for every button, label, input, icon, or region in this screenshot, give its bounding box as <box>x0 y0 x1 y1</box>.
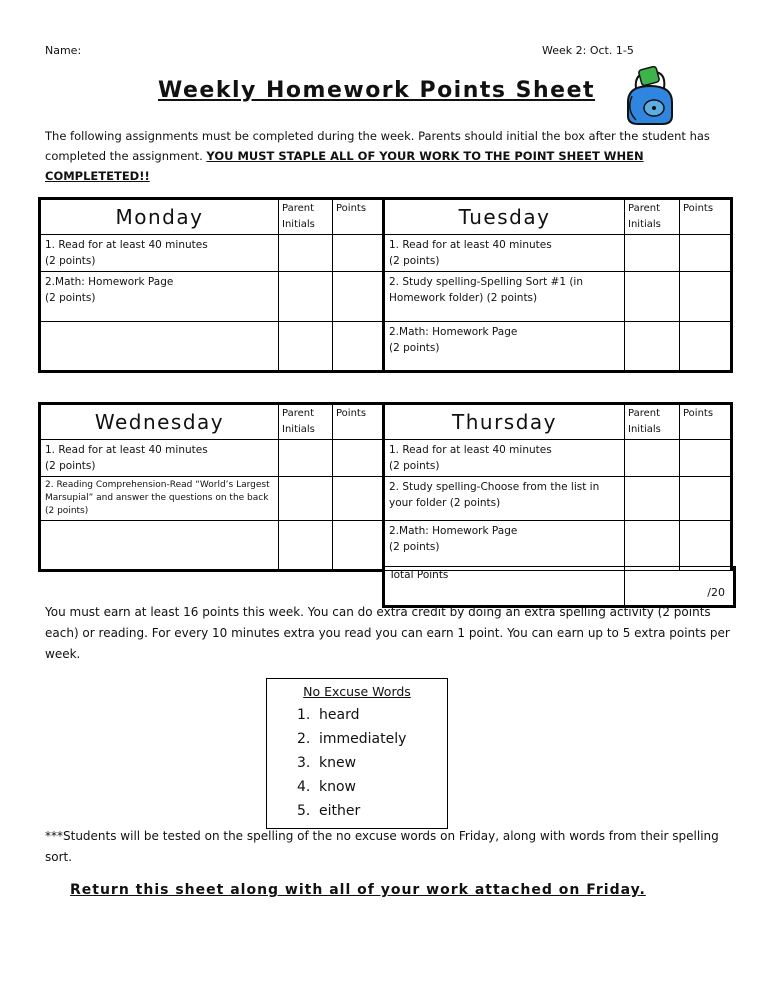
wednesday-thursday-table <box>38 402 733 572</box>
extra-credit-text: You must earn at least 16 points this week. You can do extra credit by doing an extra spelling activity (2 points each) or reading. For every 10 minutes extra you read you can earn 1 point. You can earn up to 5 extra points per week. <box>45 605 730 661</box>
parent-initials-header: Parent Initials <box>279 199 333 235</box>
list-item: 2. immediately <box>297 731 407 747</box>
list-item: 1. heard <box>297 707 360 723</box>
task-cell: 2. Study spelling-Spelling Sort #1 (in Homework folder) (2 points) <box>384 272 625 322</box>
task-cell: 1. Read for at least 40 minutes (2 points) <box>40 235 279 272</box>
task-cell: 1. Read for at least 40 minutes (2 points) <box>384 440 625 477</box>
instructions <box>45 126 735 186</box>
parent-initials-header: Parent Initials <box>625 404 680 440</box>
day-wednesday: Wednesday <box>40 404 279 440</box>
initials-box[interactable] <box>625 272 680 322</box>
list-item: 4. know <box>297 779 356 795</box>
points-header: Points <box>680 404 732 440</box>
total-points-score[interactable]: /20 <box>707 586 725 599</box>
initials-box[interactable] <box>279 272 333 322</box>
points-box[interactable] <box>680 521 732 571</box>
initials-box[interactable] <box>625 521 680 571</box>
backpack-icon <box>622 66 678 126</box>
initials-box[interactable] <box>279 322 333 372</box>
points-box[interactable] <box>680 440 732 477</box>
points-box[interactable] <box>333 477 384 521</box>
points-header: Points <box>333 404 384 440</box>
initials-box[interactable] <box>279 235 333 272</box>
task-cell: 2.Math: Homework Page (2 points) <box>40 272 279 322</box>
initials-box[interactable] <box>625 235 680 272</box>
task-cell: 2. Study spelling-Choose from the list in your folder (2 points) <box>384 477 625 521</box>
points-box[interactable] <box>333 521 384 571</box>
no-excuse-words-list <box>297 703 447 823</box>
task-cell: 2.Math: Homework Page (2 points) <box>384 521 625 571</box>
points-box[interactable] <box>333 322 384 372</box>
list-item: 3. knew <box>297 755 357 771</box>
points-box[interactable] <box>333 235 384 272</box>
initials-box[interactable] <box>625 477 680 521</box>
initials-box[interactable] <box>279 440 333 477</box>
points-header: Points <box>333 199 384 235</box>
initials-box[interactable] <box>625 322 680 372</box>
no-excuse-words-title: No Excuse Words <box>303 684 411 699</box>
name-label: Name: <box>45 44 82 57</box>
task-cell: 1. Read for at least 40 minutes (2 points) <box>40 440 279 477</box>
points-box[interactable] <box>333 440 384 477</box>
instructions-text: The following assignments must be completed during the week. Parents should initial the box after the student has completed the assignment. <box>45 129 710 163</box>
divider <box>624 567 625 605</box>
monday-tuesday-table <box>38 197 733 373</box>
day-tuesday: Tuesday <box>384 199 625 235</box>
points-box[interactable] <box>680 477 732 521</box>
spelling-note: ***Students will be tested on the spelling of the no excuse words on Friday, along with words from their spelling sort. <box>45 829 719 864</box>
total-points-label: Total Points <box>389 569 449 581</box>
no-excuse-words-box <box>266 678 448 829</box>
task-cell <box>40 521 279 571</box>
week-label: Week 2: Oct. 1-5 <box>542 44 634 57</box>
initials-box[interactable] <box>279 477 333 521</box>
task-cell <box>40 322 279 372</box>
instructions-emphasis: YOU MUST STAPLE ALL OF YOUR WORK TO THE POINT SHEET WHEN COMPLETETED!! <box>45 149 644 183</box>
points-box[interactable] <box>680 322 732 372</box>
task-cell: 1. Read for at least 40 minutes (2 points) <box>384 235 625 272</box>
points-box[interactable] <box>333 272 384 322</box>
task-cell: 2.Math: Homework Page (2 points) <box>384 322 625 372</box>
page-title: Weekly Homework Points Sheet <box>158 78 596 103</box>
points-box[interactable] <box>680 272 732 322</box>
footer-instruction: Return this sheet along with all of your work attached on Friday. <box>70 882 646 898</box>
initials-box[interactable] <box>279 521 333 571</box>
day-thursday: Thursday <box>384 404 625 440</box>
parent-initials-header: Parent Initials <box>625 199 680 235</box>
points-header: Points <box>680 199 732 235</box>
initials-box[interactable] <box>625 440 680 477</box>
points-box[interactable] <box>680 235 732 272</box>
list-item: 5. either <box>297 803 361 819</box>
day-monday: Monday <box>40 199 279 235</box>
task-cell: 2. Reading Comprehension-Read “World’s Largest Marsupial” and answer the questions on the back (2 points) <box>40 477 279 521</box>
parent-initials-header: Parent Initials <box>279 404 333 440</box>
